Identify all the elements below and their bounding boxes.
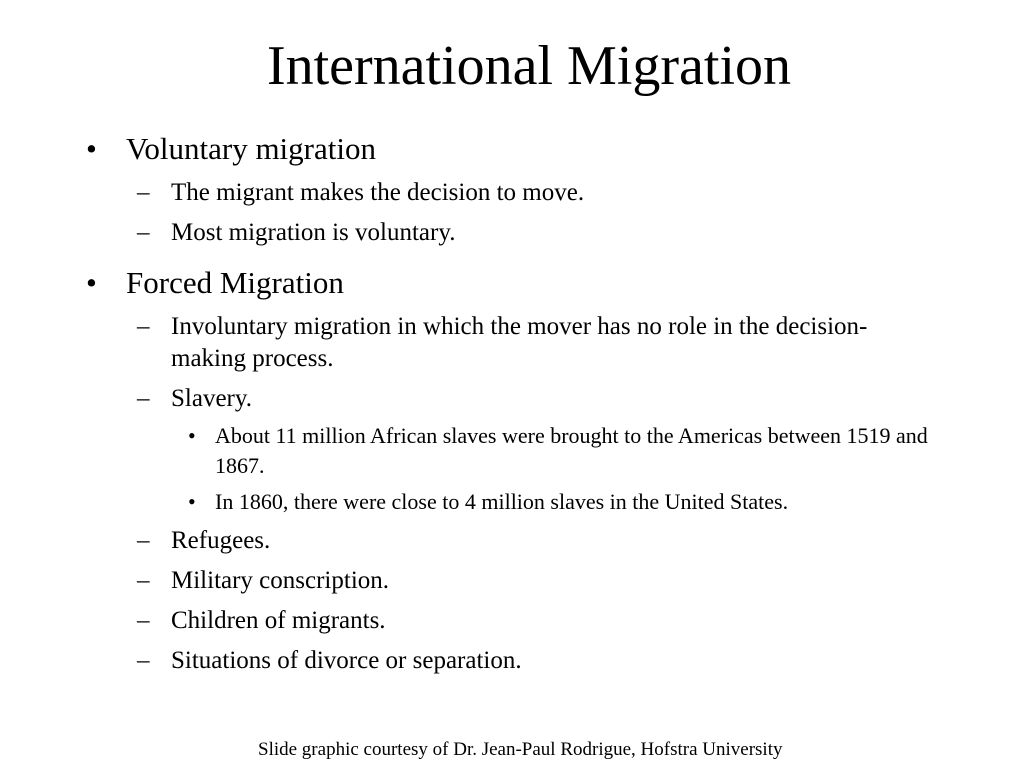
subbullet-text: Military conscription. bbox=[171, 567, 390, 594]
subsubbullet-item bbox=[86, 487, 936, 517]
dash-icon: – bbox=[137, 219, 150, 246]
subsubbullet-item bbox=[86, 421, 936, 481]
small-bullet-icon: • bbox=[188, 489, 196, 514]
bullet-voluntary-migration bbox=[86, 129, 936, 169]
subbullet-text: Children of migrants. bbox=[171, 607, 386, 634]
bullet-forced-migration bbox=[86, 263, 936, 303]
dash-icon: – bbox=[137, 179, 150, 206]
small-bullet-icon: • bbox=[188, 423, 196, 448]
dash-icon: – bbox=[137, 313, 150, 340]
subbullet-text: Refugees. bbox=[171, 527, 271, 554]
subsubbullet-text: About 11 million African slaves were brought to the Americas between 1519 and 1867. bbox=[215, 423, 928, 478]
subbullet-text: The migrant makes the decision to move. bbox=[171, 179, 585, 206]
subbullet-text: Slavery. bbox=[171, 385, 252, 412]
slide-footer-credit: Slide graphic courtesy of Dr. Jean-Paul Rodrigue, Hofstra University bbox=[258, 739, 783, 760]
subbullet-item bbox=[86, 645, 936, 677]
subbullet-item bbox=[86, 605, 936, 637]
bullet-text: Forced Migration bbox=[126, 265, 344, 300]
bullet-icon: • bbox=[86, 265, 97, 300]
bullet-text: Voluntary migration bbox=[126, 131, 376, 166]
subbullet-text: Most migration is voluntary. bbox=[171, 219, 456, 246]
bullet-icon: • bbox=[86, 131, 97, 166]
subbullet-item bbox=[86, 383, 936, 415]
subbullet-item bbox=[86, 525, 936, 557]
subbullet-item bbox=[86, 565, 936, 597]
subsubbullet-text: In 1860, there were close to 4 million slaves in the United States. bbox=[215, 489, 789, 514]
subbullet-text: Involuntary migration in which the mover has no role in the decision-making process. bbox=[171, 313, 868, 372]
dash-icon: – bbox=[137, 567, 150, 594]
subbullet-item bbox=[86, 177, 936, 209]
dash-icon: – bbox=[137, 527, 150, 554]
subbullet-text: Situations of divorce or separation. bbox=[171, 647, 522, 674]
dash-icon: – bbox=[137, 385, 150, 412]
slide-title: International Migration bbox=[266, 35, 792, 97]
dash-icon: – bbox=[137, 647, 150, 674]
dash-icon: – bbox=[137, 607, 150, 634]
subbullet-item bbox=[86, 217, 936, 249]
slide-content bbox=[86, 125, 936, 677]
subbullet-item bbox=[86, 311, 936, 375]
